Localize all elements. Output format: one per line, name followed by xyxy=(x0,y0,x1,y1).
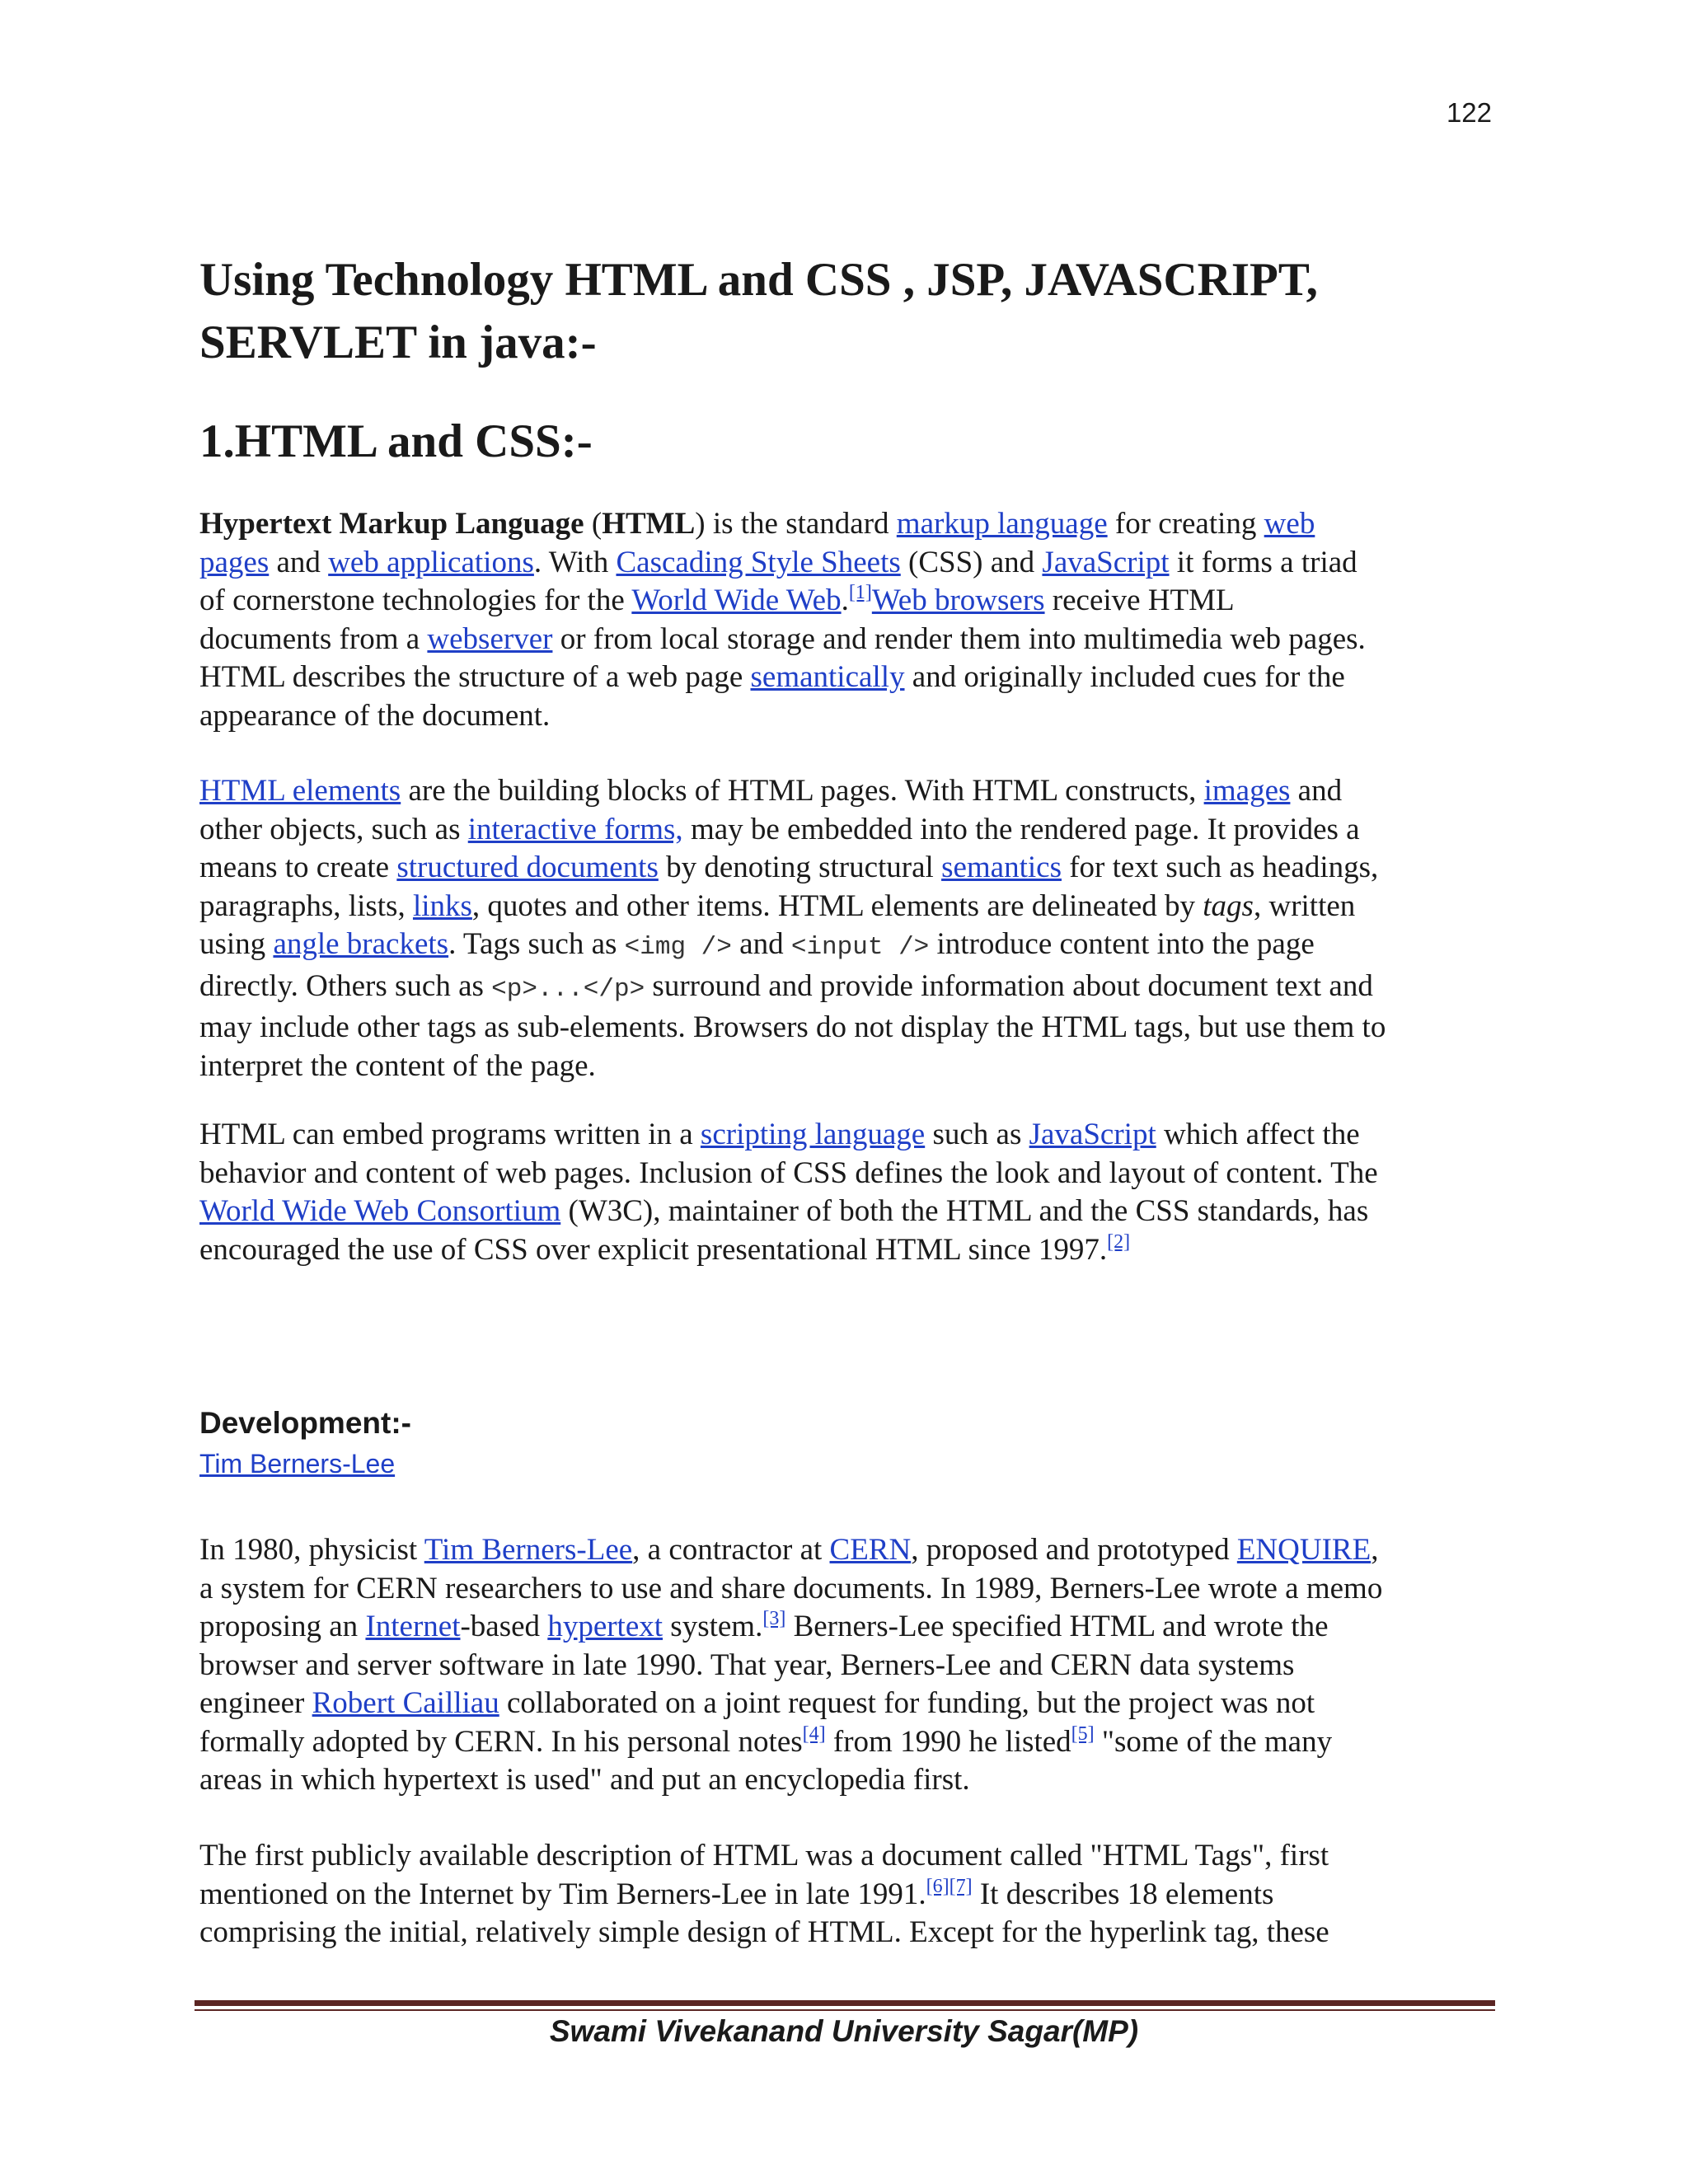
citation-link[interactable]: [1] xyxy=(848,582,872,603)
paragraph-scripting xyxy=(199,1116,1502,1269)
text-run: "some of the many xyxy=(1094,1724,1333,1759)
link-html-elements[interactable]: HTML elements xyxy=(199,774,401,808)
link-angle-brackets[interactable]: angle brackets xyxy=(273,927,449,961)
text-line xyxy=(199,582,1502,621)
title-line-1: Using Technology HTML and CSS , JSP, JAVASCRIPT, xyxy=(199,254,1318,306)
text-line: comprising the initial, relatively simple design of HTML. Except for the hyperlink tag, these xyxy=(199,1915,1329,1949)
bold-term: Hypertext Markup Language xyxy=(199,507,584,541)
italic-term: tags xyxy=(1203,888,1254,923)
citation-link[interactable]: [2] xyxy=(1107,1230,1131,1253)
text-line xyxy=(199,772,1502,811)
text-run: . xyxy=(841,583,849,617)
text-run: , a contractor at xyxy=(632,1533,830,1567)
text-line xyxy=(199,1876,1502,1915)
text-run: -based xyxy=(460,1610,548,1643)
link-semantics[interactable]: semantics xyxy=(941,851,1062,884)
text-run: or from local storage and render them into multimedia web pages. xyxy=(552,621,1366,656)
text-line xyxy=(199,849,1502,888)
link-web-pages[interactable]: web xyxy=(1264,507,1315,541)
text-run: ) is the standard xyxy=(695,507,897,541)
link-enquire[interactable]: ENQUIRE xyxy=(1236,1533,1372,1567)
text-line: a system for CERN researchers to use and share documents. In 1989, Berners-Lee wrote a memo xyxy=(199,1571,1383,1605)
text-run: receive HTML xyxy=(1044,583,1235,617)
code-snippet: <input /> xyxy=(790,933,930,962)
text-run: and originally included cues for the xyxy=(904,660,1345,694)
text-run: It describes 18 elements xyxy=(972,1877,1274,1911)
text-run: for text such as headings, xyxy=(1061,851,1379,884)
link-w3c[interactable]: World Wide Web Consortium xyxy=(199,1194,561,1228)
text-run: of cornerstone technologies for the xyxy=(199,583,632,617)
link-cascading-style-sheets[interactable]: Cascading Style Sheets xyxy=(616,545,901,579)
text-line xyxy=(199,1723,1502,1762)
text-line xyxy=(199,1231,1502,1270)
text-line: appearance of the document. xyxy=(199,698,551,733)
link-interactive-forms[interactable]: interactive forms, xyxy=(467,812,683,846)
page-title xyxy=(199,249,1518,374)
link-robert-cailliau[interactable]: Robert Cailliau xyxy=(312,1686,499,1720)
link-markup-language[interactable]: markup language xyxy=(896,507,1108,541)
text-line xyxy=(199,544,1502,583)
footer-divider xyxy=(195,2000,1495,2006)
citation-link[interactable]: [5] xyxy=(1071,1722,1095,1745)
text-run: (CSS) and xyxy=(900,545,1043,579)
paragraph-html-elements xyxy=(199,772,1502,1085)
link-cern[interactable]: CERN xyxy=(829,1533,912,1567)
text-line: may include other tags as sub-elements. Browsers do not display the HTML tags, but use them to xyxy=(199,1010,1386,1044)
code-snippet: <p>...</p> xyxy=(491,974,645,1004)
text-run: documents from a xyxy=(199,621,428,656)
link-structured-documents[interactable]: structured documents xyxy=(396,851,659,884)
citation-link[interactable]: [4] xyxy=(802,1722,826,1745)
text-line xyxy=(199,926,1502,968)
text-line xyxy=(199,811,1502,850)
text-line xyxy=(199,1531,1502,1570)
text-run: may be embedded into the rendered page. It provides a xyxy=(682,812,1360,846)
text-run: (W3C), maintainer of both the HTML and the CSS standards, has xyxy=(560,1194,1369,1228)
paragraph-history xyxy=(199,1531,1502,1800)
citation-link[interactable]: [6][7] xyxy=(926,1875,973,1897)
text-run: directly. Others such as xyxy=(199,968,492,1003)
footer-institution: Swami Vivekanand University Sagar(MP) xyxy=(549,2014,1139,2048)
text-line xyxy=(199,1608,1502,1647)
text-run: ( xyxy=(584,507,603,541)
text-line: The first publicly available description of HTML was a document called "HTML Tags", first xyxy=(199,1839,1329,1872)
text-line: interpret the content of the page. xyxy=(199,1048,596,1083)
text-run: encouraged the use of CSS over explicit presentational HTML since 1997. xyxy=(199,1232,1108,1267)
text-run: proposing an xyxy=(199,1610,366,1643)
link-hypertext[interactable]: hypertext xyxy=(547,1610,663,1643)
text-run: Berners-Lee specified HTML and wrote the xyxy=(785,1610,1329,1643)
text-run: . With xyxy=(533,545,617,579)
link-scripting-language[interactable]: scripting language xyxy=(700,1118,926,1151)
text-run: for creating xyxy=(1107,507,1264,541)
text-run: such as xyxy=(925,1118,1029,1151)
text-run: by denoting structural xyxy=(658,851,942,884)
link-javascript[interactable]: JavaScript xyxy=(1042,545,1170,579)
text-run: surround and provide information about document text and xyxy=(645,968,1373,1003)
development-heading: Development:- xyxy=(199,1406,411,1440)
link-internet[interactable]: Internet xyxy=(365,1610,461,1643)
text-run: and xyxy=(731,927,791,961)
text-run: are the building blocks of HTML pages. With HTML constructs, xyxy=(401,774,1204,808)
link-web-pages[interactable]: pages xyxy=(199,545,270,579)
text-run: using xyxy=(199,927,274,961)
citation-link[interactable]: [3] xyxy=(762,1608,786,1629)
link-tim-berners-lee[interactable]: Tim Berners-Lee xyxy=(199,1449,396,1479)
text-line xyxy=(199,1116,1502,1155)
text-line xyxy=(199,1685,1502,1723)
text-line xyxy=(199,658,1502,697)
text-line: behavior and content of web pages. Inclusion of CSS defines the look and layout of content. The xyxy=(199,1155,1378,1190)
text-run: it forms a triad xyxy=(1169,545,1357,579)
text-line: browser and server software in late 1990. That year, Berners-Lee and CERN data systems xyxy=(199,1647,1295,1682)
text-run: other objects, such as xyxy=(199,812,468,846)
code-snippet: <img /> xyxy=(624,933,732,962)
text-line xyxy=(199,968,1502,1010)
title-line-2: SERVLET in java:- xyxy=(199,316,597,368)
footer-divider-thin xyxy=(195,2009,1495,2011)
text-run: introduce content into the page xyxy=(929,927,1315,961)
link-images[interactable]: images xyxy=(1203,774,1291,808)
page-number: 122 xyxy=(1446,97,1492,128)
paragraph-html-tags xyxy=(199,1837,1502,1952)
link-tim-berners-lee[interactable]: Tim Berners-Lee xyxy=(424,1533,633,1567)
link-web-browsers[interactable]: Web browsers xyxy=(871,583,1045,617)
text-line: areas in which hypertext is used" and put an encyclopedia first. xyxy=(199,1763,970,1797)
text-line xyxy=(199,621,1502,659)
link-webserver[interactable]: webserver xyxy=(427,621,553,656)
text-run: In 1980, physicist xyxy=(199,1533,424,1567)
text-run: means to create xyxy=(199,851,397,884)
text-line xyxy=(199,1193,1502,1231)
text-run: which affect the xyxy=(1156,1118,1360,1151)
link-links[interactable]: links xyxy=(412,888,472,923)
text-run: paragraphs, lists, xyxy=(199,888,413,923)
link-javascript[interactable]: JavaScript xyxy=(1029,1118,1156,1151)
text-run: , written xyxy=(1253,888,1356,923)
link-semantically[interactable]: semantically xyxy=(750,660,905,694)
text-run: HTML describes the structure of a web page xyxy=(199,660,751,694)
text-run: formally adopted by CERN. In his personal notes xyxy=(199,1724,803,1759)
text-run: , proposed and prototyped xyxy=(911,1533,1237,1567)
text-run: HTML can embed programs written in a xyxy=(199,1118,701,1151)
text-run: . Tags such as xyxy=(448,927,625,961)
text-run: collaborated on a joint request for funding, but the project was not xyxy=(499,1686,1315,1720)
text-run: from 1990 he listed xyxy=(825,1724,1071,1759)
link-world-wide-web[interactable]: World Wide Web xyxy=(631,583,842,617)
text-run: , xyxy=(1371,1533,1379,1567)
bold-term: HTML xyxy=(602,507,696,541)
text-run: system. xyxy=(663,1610,763,1643)
text-run: , quotes and other items. HTML elements are delineated by xyxy=(471,888,1203,923)
text-run: and xyxy=(269,545,329,579)
paragraph-html-intro xyxy=(199,505,1502,735)
section-heading: 1.HTML and CSS:- xyxy=(199,415,593,467)
text-run: and xyxy=(1290,774,1343,808)
text-run: mentioned on the Internet by Tim Berners-Lee in late 1991. xyxy=(199,1877,926,1911)
text-run: engineer xyxy=(199,1686,312,1720)
text-line xyxy=(199,888,1502,926)
link-web-applications[interactable]: web applications xyxy=(328,545,534,579)
text-line xyxy=(199,505,1502,544)
